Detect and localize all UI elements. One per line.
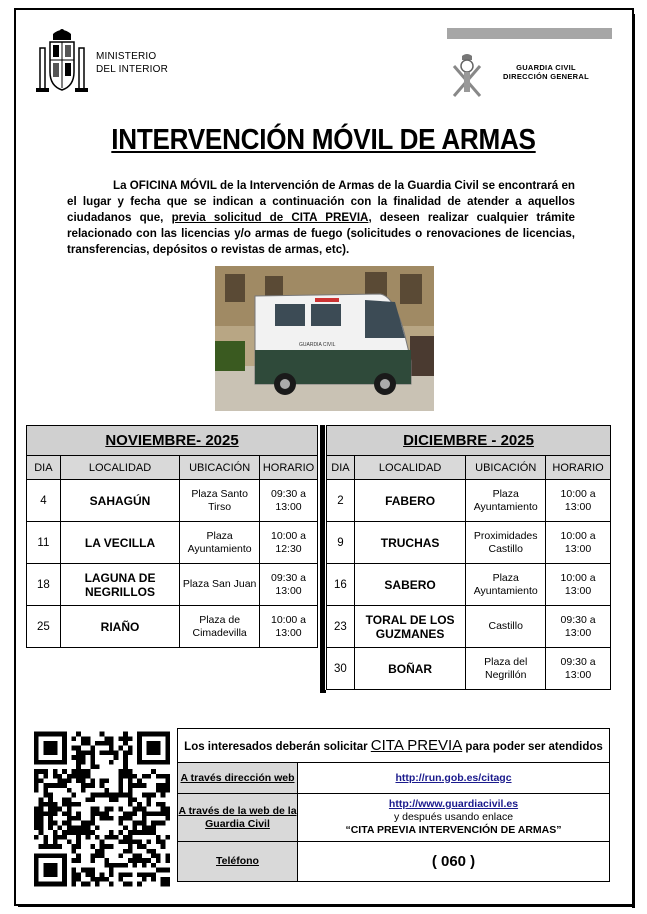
ministry-line-2: DEL INTERIOR: [96, 64, 169, 75]
row-locality: BOÑAR: [354, 648, 465, 690]
intro-underlined: previa solicitud de CITA PREVIA: [171, 211, 369, 224]
row-location: Plaza Santo Tirso: [180, 480, 260, 522]
table-row: [327, 648, 611, 690]
appointment-heading: [178, 729, 610, 763]
row-schedule: 10:00 a 13:00: [546, 522, 611, 564]
citagc-link[interactable]: http://run.gob.es/citagc: [395, 771, 512, 784]
table-row: [27, 480, 318, 522]
row-location: Plaza Ayuntamiento: [180, 522, 260, 564]
row-location: Plaza de Cimadevilla: [180, 606, 260, 648]
november-month-label: NOVIEMBRE- 2025: [105, 432, 239, 449]
col-location: UBICACIÓN: [180, 456, 260, 480]
qr-code-icon[interactable]: [34, 730, 170, 888]
heading-text-post: para poder ser atendidos: [462, 741, 603, 753]
page-title: INTERVENCIÓN MÓVIL DE ARMAS: [111, 124, 536, 156]
intro-paragraph: [67, 178, 575, 258]
col-location: UBICACIÓN: [466, 456, 546, 480]
heading-text-pre: Los interesados deberán solicitar: [184, 741, 371, 753]
mobile-office-van-photo: [215, 266, 434, 411]
ministry-header: [36, 28, 168, 98]
row-locality: TRUCHAS: [354, 522, 465, 564]
row-schedule: 10:00 a 12:30: [260, 522, 318, 564]
row-schedule: 10:00 a 13:00: [260, 606, 318, 648]
row-day: 16: [327, 564, 355, 606]
guardia-civil-emblem-icon: [450, 52, 484, 98]
table-row: [27, 522, 318, 564]
gc-web-instruction: y después usando enlace: [393, 811, 514, 823]
row-locality: LAGUNA DE NEGRILLOS: [60, 564, 179, 606]
row-location: Plaza Ayuntamiento: [466, 564, 546, 606]
row-day: 23: [327, 606, 355, 648]
col-day: DIA: [327, 456, 355, 480]
row-schedule: 09:30 a 13:00: [546, 648, 611, 690]
gc-web-label: A través de la web de la Guardia Civil: [178, 794, 298, 842]
col-locality: LOCALIDAD: [60, 456, 179, 480]
guardia-civil-text: [496, 63, 596, 81]
col-day: DIA: [27, 456, 61, 480]
intro-text-2: , deseen realizar cualquier trámite relacionado con las licencias y/o armas de fuego (solicitudes o renovaciones de licencias, transferencias, depósitos o revistas de armas, etc).: [67, 211, 576, 256]
december-schedule-table: [326, 425, 611, 690]
table-row: [327, 522, 611, 564]
table-row: [27, 606, 318, 648]
gc-web-cell: [298, 794, 610, 842]
row-location: Castillo: [466, 606, 546, 648]
col-locality: LOCALIDAD: [354, 456, 465, 480]
heading-cita-previa: CITA PREVIA: [370, 737, 463, 754]
phone-number[interactable]: ( 060 ): [298, 842, 610, 882]
table-row: [27, 564, 318, 606]
row-schedule: 10:00 a 13:00: [546, 564, 611, 606]
phone-label: Teléfono: [178, 842, 298, 882]
row-location: Plaza Ayuntamiento: [466, 480, 546, 522]
row-schedule: 09:30 a 13:00: [260, 564, 318, 606]
row-day: 4: [27, 480, 61, 522]
table-row: [327, 564, 611, 606]
gc-line-1: GUARDIA CIVIL: [516, 63, 576, 72]
gc-header-bar: [447, 28, 612, 39]
gc-line-2: DIRECCIÓN GENERAL: [503, 72, 589, 81]
row-locality: FABERO: [354, 480, 465, 522]
row-locality: LA VECILLA: [60, 522, 179, 564]
van-label: GUARDIA CIVIL: [299, 342, 336, 348]
row-schedule: 10:00 a 13:00: [546, 480, 611, 522]
december-header: [327, 426, 611, 456]
ministry-name: [96, 50, 168, 76]
row-day: 18: [27, 564, 61, 606]
col-schedule: HORARIO: [546, 456, 611, 480]
row-locality: TORAL DE LOS GUZMANES: [354, 606, 465, 648]
row-locality: SABERO: [354, 564, 465, 606]
guardiacivil-link[interactable]: http://www.guardiacivil.es: [388, 798, 519, 810]
november-schedule-table: [26, 425, 318, 648]
row-location: Plaza San Juan: [180, 564, 260, 606]
december-month-label: DICIEMBRE - 2025: [403, 432, 534, 449]
web-address-cell: [298, 763, 610, 794]
col-schedule: HORARIO: [260, 456, 318, 480]
appointment-info-table: [177, 728, 610, 882]
row-day: 9: [327, 522, 355, 564]
row-day: 2: [327, 480, 355, 522]
row-day: 25: [27, 606, 61, 648]
row-location: Proximidades Castillo: [466, 522, 546, 564]
row-locality: SAHAGÚN: [60, 480, 179, 522]
gc-web-link-name: “CITA PREVIA INTERVENCIÓN DE ARMAS”: [345, 824, 562, 836]
table-separator: [320, 425, 325, 693]
intro-text-1: La OFICINA MÓVIL de la Intervención de Armas de la Guardia Civil se encontrará en el lugar y fecha que se indican a continuación con la finalidad de atender a aquellos ciudadanos que,: [67, 179, 575, 224]
table-separator-foot: [320, 690, 326, 693]
row-day: 11: [27, 522, 61, 564]
row-schedule: 09:30 a 13:00: [546, 606, 611, 648]
table-row: [327, 606, 611, 648]
spain-coat-of-arms-icon: [36, 28, 88, 98]
ministry-line-1: MINISTERIO: [96, 51, 157, 62]
table-row: [327, 480, 611, 522]
page-border-shadow-right: [632, 14, 635, 908]
row-location: Plaza del Negrillón: [466, 648, 546, 690]
row-schedule: 09:30 a 13:00: [260, 480, 318, 522]
row-locality: RIAÑO: [60, 606, 179, 648]
row-day: 30: [327, 648, 355, 690]
page-border-shadow-bottom: [18, 904, 635, 907]
november-header: [27, 426, 318, 456]
web-address-label: A través dirección web: [178, 763, 298, 794]
